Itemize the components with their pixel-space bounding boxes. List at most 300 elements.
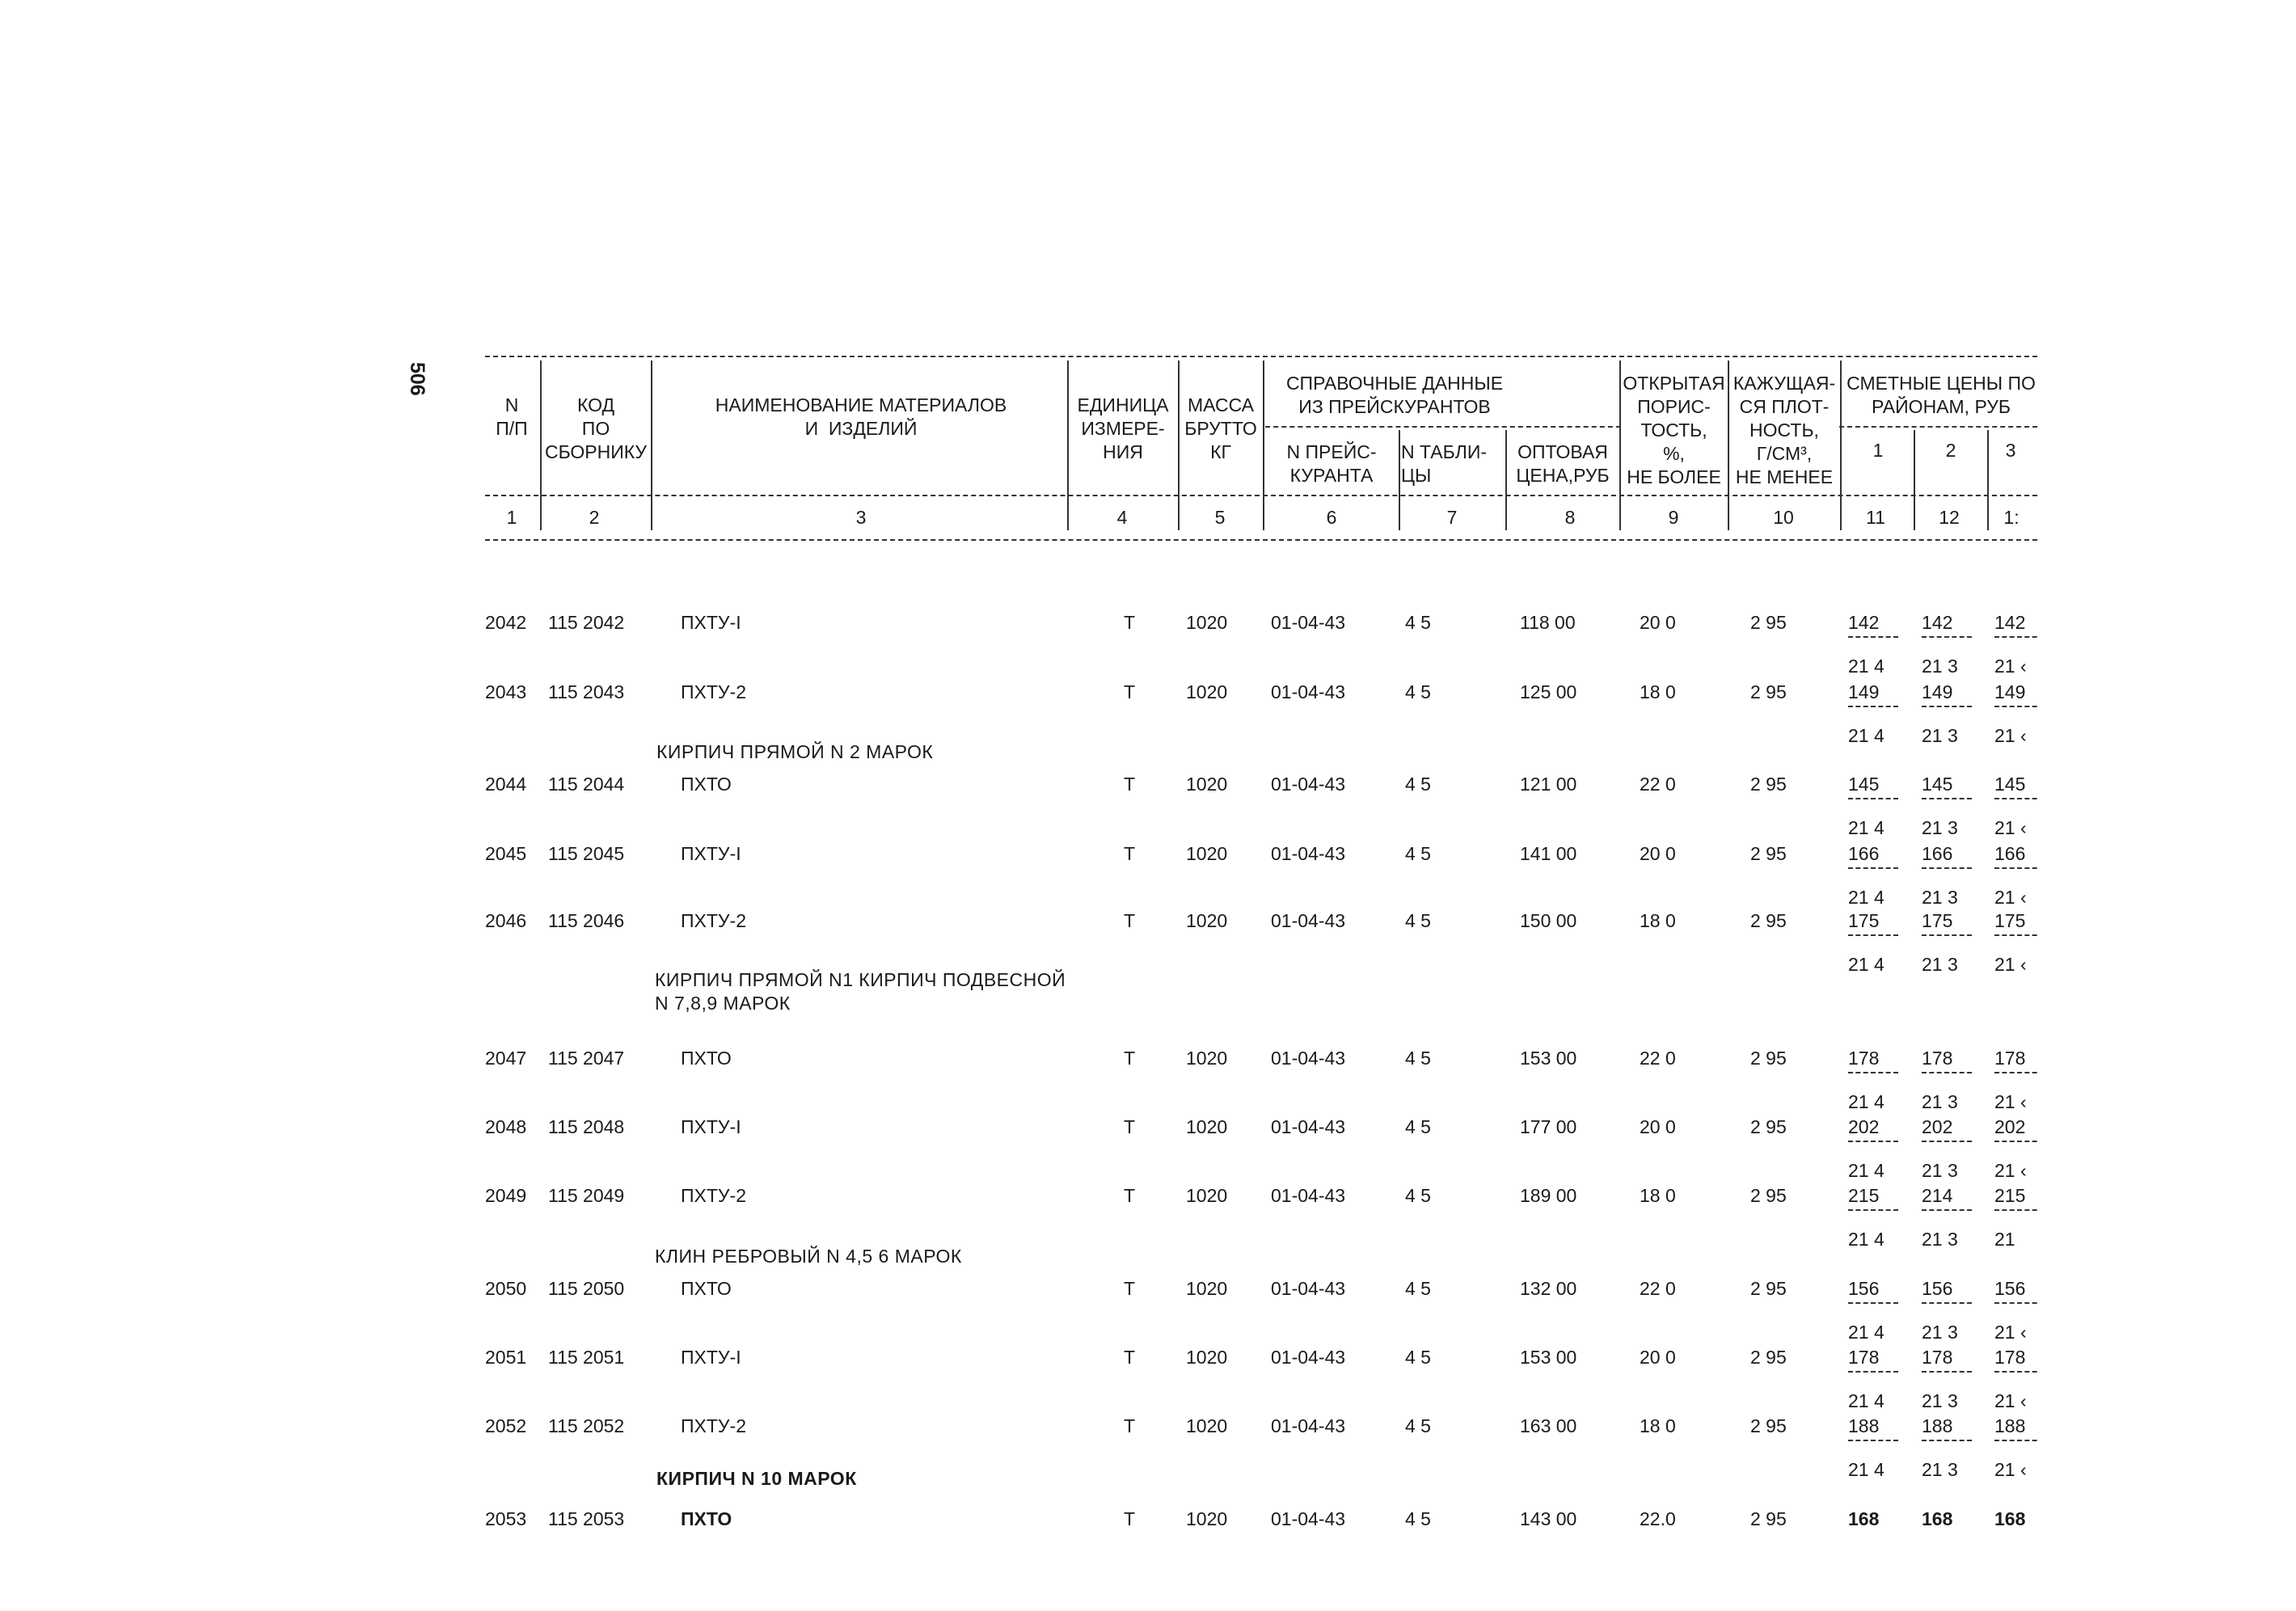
cell-pk: 01-04-43 (1271, 1508, 1346, 1529)
cell-name: ПХТУ-I (681, 1347, 741, 1368)
cell-price: 153 00 (1520, 1347, 1577, 1368)
cell-mass: 1020 (1186, 1185, 1228, 1206)
cell-pk: 01-04-43 (1271, 1415, 1346, 1436)
group-title: КИРПИЧ N 10 МАРОК (656, 1468, 857, 1489)
header-col7: N ТАБЛИ- ЦЫ (1401, 441, 1488, 486)
cell-n: 2047 (485, 1048, 527, 1069)
cell-por: 20 0 (1640, 612, 1676, 633)
price-coefficient: 21 3 (1922, 1459, 1958, 1480)
price-coefficient: 21 4 (1848, 1160, 1884, 1181)
header-col4: ЕДИНИЦА ИЗМЕРЕ- НИЯ (1077, 394, 1169, 462)
cell-por: 18 0 (1640, 1185, 1676, 1206)
cell-n: 2044 (485, 774, 527, 795)
cell-unit: Т (1124, 1347, 1136, 1368)
colnum: 1: (2003, 507, 2020, 528)
price-coefficient: 21 3 (1922, 1322, 1958, 1343)
price-coefficient: 21 4 (1848, 1322, 1884, 1343)
price-coefficient: 21 (1994, 1229, 2015, 1250)
cell-price: 177 00 (1520, 1116, 1577, 1137)
fraction-bar (1922, 1371, 1972, 1373)
cell-pk: 01-04-43 (1271, 774, 1346, 795)
price-value: 178 (1994, 1048, 2026, 1069)
price-coefficient: 21 4 (1848, 817, 1884, 838)
header-bottom-rule (485, 539, 2037, 541)
cell-price: 150 00 (1520, 910, 1577, 931)
price-value: 202 (1994, 1116, 2026, 1137)
cell-code: 115 2049 (548, 1185, 625, 1206)
colnum: 1 (506, 507, 517, 528)
cell-n: 2046 (485, 910, 527, 931)
cell-name: ПХТУ-2 (681, 1185, 746, 1206)
price-cell (1994, 1347, 2037, 1411)
price-value: 188 (1848, 1415, 1880, 1436)
price-value: 149 (1848, 681, 1880, 702)
fraction-bar (1922, 1141, 1972, 1142)
price-coefficient: 21 4 (1848, 954, 1884, 975)
price-value: 178 (1848, 1347, 1880, 1368)
price-coefficient: 21 ‹ (1994, 725, 2027, 746)
cell-tab: 4 5 (1405, 1185, 1431, 1206)
price-cell (1848, 1048, 1913, 1112)
cell-mass: 1020 (1186, 1347, 1228, 1368)
fraction-bar (1848, 636, 1898, 638)
price-cell (1848, 1347, 1913, 1411)
header-col3: НАИМЕНОВАНИЕ МАТЕРИАЛОВ И ИЗДЕЛИЙ (715, 394, 1007, 439)
cell-code: 115 2053 (548, 1508, 625, 1529)
price-value: 166 (1848, 843, 1880, 864)
cell-dens: 2 95 (1750, 1048, 1787, 1069)
price-value: 214 (1922, 1185, 1953, 1206)
cell-pk: 01-04-43 (1271, 843, 1346, 864)
header-col2: КОД ПО СБОРНИКУ (544, 394, 648, 462)
cell-unit: Т (1124, 612, 1136, 633)
cell-unit: Т (1124, 1415, 1136, 1436)
fraction-bar (1994, 867, 2037, 869)
group-title: КЛИН РЕБРОВЫЙ N 4,5 6 МАРОК (655, 1246, 962, 1267)
cell-name: ПХТО (681, 1278, 732, 1299)
col-sep (1399, 430, 1400, 530)
price-cell (1848, 612, 1913, 677)
cell-tab: 4 5 (1405, 910, 1431, 931)
cell-tab: 4 5 (1405, 612, 1431, 633)
price-value: 142 (1848, 612, 1880, 633)
price-coefficient: 21 4 (1848, 656, 1884, 677)
cell-unit: Т (1124, 843, 1136, 864)
cell-code: 115 2048 (548, 1116, 625, 1137)
cell-price: 153 00 (1520, 1048, 1577, 1069)
price-coefficient: 21 3 (1922, 817, 1958, 838)
cell-tab: 4 5 (1405, 681, 1431, 702)
price-cell (1922, 1278, 1986, 1343)
price-coefficient: 21 3 (1922, 725, 1958, 746)
price-value: 178 (1848, 1048, 1880, 1069)
cell-name: ПХТО (681, 1048, 732, 1069)
cell-price: 143 00 (1520, 1508, 1577, 1529)
cell-name: ПХТУ-I (681, 1116, 741, 1137)
group-title: КИРПИЧ ПРЯМОЙ N 2 МАРОК (656, 741, 934, 762)
fraction-bar (1848, 1302, 1898, 1304)
cell-unit: Т (1124, 681, 1136, 702)
header-col8: ОПТОВАЯ ЦЕНА,РУБ (1516, 441, 1610, 486)
cell-dens: 2 95 (1750, 612, 1787, 633)
header-price-group: СМЕТНЫЕ ЦЕНЫ ПО РАЙОНАМ, РУБ (1847, 373, 2036, 417)
fraction-bar (1922, 706, 1972, 707)
cell-name: ПХТУ-2 (681, 910, 746, 931)
price-cell (1922, 681, 1986, 746)
cell-n: 2048 (485, 1116, 527, 1137)
price-cell (1848, 681, 1913, 746)
fraction-bar (1848, 1072, 1898, 1073)
cell-dens: 2 95 (1750, 1415, 1787, 1436)
group-title: КИРПИЧ ПРЯМОЙ N1 КИРПИЧ ПОДВЕСНОЙ N 7,8,9 МАРОК (655, 969, 1066, 1014)
price-coefficient: 21 3 (1922, 887, 1958, 908)
cell-code: 115 2042 (548, 612, 625, 633)
price-value: 149 (1994, 681, 2026, 702)
price-value: 188 (1994, 1415, 2026, 1436)
price-cell (1922, 1508, 1986, 1529)
cell-tab: 4 5 (1405, 774, 1431, 795)
cell-por: 22 0 (1640, 1048, 1676, 1069)
fraction-bar (1994, 706, 2037, 707)
cell-dens: 2 95 (1750, 843, 1787, 864)
price-cell (1994, 1278, 2037, 1343)
header-sub2: 2 (1945, 440, 1956, 461)
cell-dens: 2 95 (1750, 1116, 1787, 1137)
cell-mass: 1020 (1186, 774, 1228, 795)
price-coefficient: 21 4 (1848, 887, 1884, 908)
price-value: 149 (1922, 681, 1953, 702)
fraction-bar (1994, 636, 2037, 638)
cell-pk: 01-04-43 (1271, 910, 1346, 931)
price-value: 178 (1994, 1347, 2026, 1368)
fraction-bar (1994, 1072, 2037, 1073)
cell-mass: 1020 (1186, 1508, 1228, 1529)
cell-tab: 4 5 (1405, 1278, 1431, 1299)
cell-mass: 1020 (1186, 612, 1228, 633)
header-col5: МАССА БРУТТО КГ (1184, 394, 1257, 462)
cell-name: ПХТО (681, 774, 732, 795)
cell-pk: 01-04-43 (1271, 1185, 1346, 1206)
cell-tab: 4 5 (1405, 1048, 1431, 1069)
cell-pk: 01-04-43 (1271, 681, 1346, 702)
price-cell (1848, 1116, 1913, 1181)
price-value: 202 (1848, 1116, 1880, 1137)
cell-pk: 01-04-43 (1271, 1116, 1346, 1137)
cell-por: 20 0 (1640, 843, 1676, 864)
col-sep (1914, 430, 1915, 530)
cell-por: 20 0 (1640, 1116, 1676, 1137)
fraction-bar (1994, 934, 2037, 936)
fraction-bar (1922, 934, 1972, 936)
cell-n: 2043 (485, 681, 527, 702)
colnum: 5 (1214, 507, 1226, 528)
header-col1: N П/П (496, 394, 528, 439)
fraction-bar (1922, 798, 1972, 799)
cell-tab: 4 5 (1405, 1415, 1431, 1436)
price-coefficient: 21 3 (1922, 1390, 1958, 1411)
fraction-bar (1848, 934, 1898, 936)
price-value: 145 (1922, 774, 1953, 795)
cell-mass: 1020 (1186, 1415, 1228, 1436)
cell-code: 115 2045 (548, 843, 625, 864)
ref-group-rule (1265, 426, 1621, 428)
cell-tab: 4 5 (1405, 1347, 1431, 1368)
price-value: 142 (1922, 612, 1953, 633)
cell-dens: 2 95 (1750, 1278, 1787, 1299)
cell-tab: 4 5 (1405, 1116, 1431, 1137)
cell-dens: 2 95 (1750, 1508, 1787, 1529)
price-cell (1922, 1347, 1986, 1411)
fraction-bar (1994, 1371, 2037, 1373)
fraction-bar (1848, 1209, 1898, 1211)
cell-mass: 1020 (1186, 1048, 1228, 1069)
price-cell (1922, 1415, 1986, 1480)
cell-n: 2051 (485, 1347, 527, 1368)
price-cell (1922, 1185, 1986, 1250)
cell-unit: Т (1124, 1508, 1136, 1529)
fraction-bar (1994, 1440, 2037, 1441)
price-cell (1994, 1116, 2037, 1181)
cell-code: 115 2050 (548, 1278, 625, 1299)
cell-por: 20 0 (1640, 1347, 1676, 1368)
page-number: 506 (406, 362, 428, 396)
header-ref-group: СПРАВОЧНЫЕ ДАННЫЕ ИЗ ПРЕЙСКУРАНТОВ (1285, 373, 1504, 417)
price-value: 156 (1994, 1278, 2026, 1299)
cell-unit: Т (1124, 1048, 1136, 1069)
price-value: 168 (1922, 1508, 1953, 1529)
price-value: 202 (1922, 1116, 1953, 1137)
price-cell (1994, 1415, 2037, 1480)
colnum: 6 (1326, 507, 1337, 528)
price-coefficient: 21 3 (1922, 656, 1958, 677)
price-cell (1922, 1116, 1986, 1181)
cell-price: 141 00 (1520, 843, 1577, 864)
price-cell (1848, 1185, 1913, 1250)
price-value: 175 (1848, 910, 1880, 931)
header-sub1: 1 (1872, 440, 1884, 461)
colnum: 7 (1446, 507, 1458, 528)
cell-por: 22.0 (1640, 1508, 1676, 1529)
cell-dens: 2 95 (1750, 774, 1787, 795)
colnum: 9 (1668, 507, 1679, 528)
cell-unit: Т (1124, 1185, 1136, 1206)
cell-pk: 01-04-43 (1271, 1347, 1346, 1368)
price-value: 168 (1848, 1508, 1880, 1529)
price-cell (1848, 1415, 1913, 1480)
cell-dens: 2 95 (1750, 1185, 1787, 1206)
cell-price: 125 00 (1520, 681, 1577, 702)
colnum: 11 (1866, 507, 1885, 528)
fraction-bar (1922, 1209, 1972, 1211)
cell-unit: Т (1124, 910, 1136, 931)
fraction-bar (1922, 867, 1972, 869)
fraction-bar (1848, 798, 1898, 799)
price-cell (1848, 910, 1913, 975)
price-cell (1922, 843, 1986, 908)
cell-unit: Т (1124, 1278, 1136, 1299)
colnum: 12 (1939, 507, 1960, 528)
header-col10: КАЖУЩАЯ- СЯ ПЛОТ- НОСТЬ, Г/СМ³, НЕ МЕНЕЕ (1733, 373, 1836, 487)
price-cell (1994, 910, 2037, 975)
price-value: 156 (1922, 1278, 1953, 1299)
price-cell (1994, 1185, 2037, 1250)
fraction-bar (1922, 1302, 1972, 1304)
cell-por: 18 0 (1640, 681, 1676, 702)
fraction-bar (1922, 1072, 1972, 1073)
col-sep (1840, 361, 1842, 530)
price-coefficient: 21 ‹ (1994, 656, 2027, 677)
price-cell (1848, 774, 1913, 838)
price-value: 166 (1994, 843, 2026, 864)
cell-mass: 1020 (1186, 1116, 1228, 1137)
price-coefficient: 21 3 (1922, 1091, 1958, 1112)
price-cell (1922, 774, 1986, 838)
price-coefficient: 21 4 (1848, 1091, 1884, 1112)
price-cell (1994, 1508, 2037, 1529)
fraction-bar (1922, 636, 1972, 638)
cell-tab: 4 5 (1405, 843, 1431, 864)
price-value: 215 (1848, 1185, 1880, 1206)
cell-dens: 2 95 (1750, 910, 1787, 931)
price-coefficient: 21 ‹ (1994, 1091, 2027, 1112)
price-value: 145 (1848, 774, 1880, 795)
cell-name: ПХТУ-I (681, 843, 741, 864)
price-value: 142 (1994, 612, 2026, 633)
price-value: 175 (1922, 910, 1953, 931)
price-cell (1994, 681, 2037, 746)
col-sep (1263, 361, 1264, 530)
colnum: 2 (589, 507, 600, 528)
fraction-bar (1994, 798, 2037, 799)
cell-code: 115 2047 (548, 1048, 625, 1069)
cell-unit: Т (1124, 1116, 1136, 1137)
cell-name: ПХТУ-I (681, 612, 741, 633)
header-sub3: 3 (2005, 440, 2016, 461)
cell-price: 189 00 (1520, 1185, 1577, 1206)
price-coefficient: 21 ‹ (1994, 887, 2027, 908)
price-group-rule (1839, 426, 2037, 428)
cell-n: 2052 (485, 1415, 527, 1436)
fraction-bar (1994, 1209, 2037, 1211)
cell-mass: 1020 (1186, 843, 1228, 864)
cell-name: ПХТО (681, 1508, 732, 1529)
cell-dens: 2 95 (1750, 681, 1787, 702)
fraction-bar (1848, 706, 1898, 707)
cell-mass: 1020 (1186, 681, 1228, 702)
price-cell (1848, 1508, 1913, 1529)
cell-n: 2050 (485, 1278, 527, 1299)
cell-tab: 4 5 (1405, 1508, 1431, 1529)
cell-n: 2049 (485, 1185, 527, 1206)
cell-name: ПХТУ-2 (681, 681, 746, 702)
cell-mass: 1020 (1186, 910, 1228, 931)
cell-code: 115 2044 (548, 774, 625, 795)
fraction-bar (1848, 1371, 1898, 1373)
header-divider-rule (485, 495, 2037, 496)
price-coefficient: 21 3 (1922, 954, 1958, 975)
cell-mass: 1020 (1186, 1278, 1228, 1299)
cell-price: 121 00 (1520, 774, 1577, 795)
fraction-bar (1922, 1440, 1972, 1441)
price-coefficient: 21 4 (1848, 1229, 1884, 1250)
price-cell (1848, 843, 1913, 908)
cell-code: 115 2043 (548, 681, 625, 702)
price-value: 188 (1922, 1415, 1953, 1436)
cell-name: ПХТУ-2 (681, 1415, 746, 1436)
cell-por: 18 0 (1640, 1415, 1676, 1436)
cell-por: 22 0 (1640, 774, 1676, 795)
price-coefficient: 21 4 (1848, 1390, 1884, 1411)
price-coefficient: 21 3 (1922, 1229, 1958, 1250)
price-value: 168 (1994, 1508, 2026, 1529)
colnum: 4 (1116, 507, 1128, 528)
cell-code: 115 2046 (548, 910, 625, 931)
price-value: 215 (1994, 1185, 2026, 1206)
cell-pk: 01-04-43 (1271, 1048, 1346, 1069)
price-value: 178 (1922, 1347, 1953, 1368)
price-coefficient: 21 ‹ (1994, 954, 2027, 975)
fraction-bar (1994, 1141, 2037, 1142)
colnum: 8 (1564, 507, 1576, 528)
price-cell (1994, 1048, 2037, 1112)
price-value: 178 (1922, 1048, 1953, 1069)
fraction-bar (1848, 867, 1898, 869)
price-value: 175 (1994, 910, 2026, 931)
cell-por: 22 0 (1640, 1278, 1676, 1299)
price-coefficient: 21 ‹ (1994, 1322, 2027, 1343)
fraction-bar (1994, 1302, 2037, 1304)
price-value: 166 (1922, 843, 1953, 864)
colnum: 10 (1773, 507, 1794, 528)
cell-price: 118 00 (1520, 612, 1576, 633)
price-value: 145 (1994, 774, 2026, 795)
price-cell (1848, 1278, 1913, 1343)
price-cell (1994, 774, 2037, 838)
price-coefficient: 21 4 (1848, 1459, 1884, 1480)
price-cell (1922, 910, 1986, 975)
cell-dens: 2 95 (1750, 1347, 1787, 1368)
col-sep (651, 361, 652, 530)
cell-por: 18 0 (1640, 910, 1676, 931)
cell-unit: Т (1124, 774, 1136, 795)
price-coefficient: 21 ‹ (1994, 817, 2027, 838)
price-cell (1994, 843, 2037, 908)
cell-n: 2042 (485, 612, 527, 633)
price-coefficient: 21 ‹ (1994, 1390, 2027, 1411)
cell-price: 163 00 (1520, 1415, 1577, 1436)
header-col9: ОТКРЫТАЯ ПОРИС- ТОСТЬ, %, НЕ БОЛЕЕ (1623, 373, 1725, 487)
colnum: 3 (855, 507, 867, 528)
price-coefficient: 21 ‹ (1994, 1160, 2027, 1181)
cell-pk: 01-04-43 (1271, 612, 1346, 633)
cell-n: 2053 (485, 1508, 527, 1529)
cell-code: 115 2051 (548, 1347, 625, 1368)
price-coefficient: 21 3 (1922, 1160, 1958, 1181)
cell-price: 132 00 (1520, 1278, 1577, 1299)
fraction-bar (1848, 1141, 1898, 1142)
header-col6: N ПРЕЙС- КУРАНТА (1286, 441, 1377, 486)
cell-pk: 01-04-43 (1271, 1278, 1346, 1299)
cell-code: 115 2052 (548, 1415, 625, 1436)
price-cell (1922, 1048, 1986, 1112)
price-cell (1922, 612, 1986, 677)
price-cell (1994, 612, 2037, 677)
price-coefficient: 21 ‹ (1994, 1459, 2027, 1480)
price-coefficient: 21 4 (1848, 725, 1884, 746)
cell-n: 2045 (485, 843, 527, 864)
fraction-bar (1848, 1440, 1898, 1441)
price-value: 156 (1848, 1278, 1880, 1299)
